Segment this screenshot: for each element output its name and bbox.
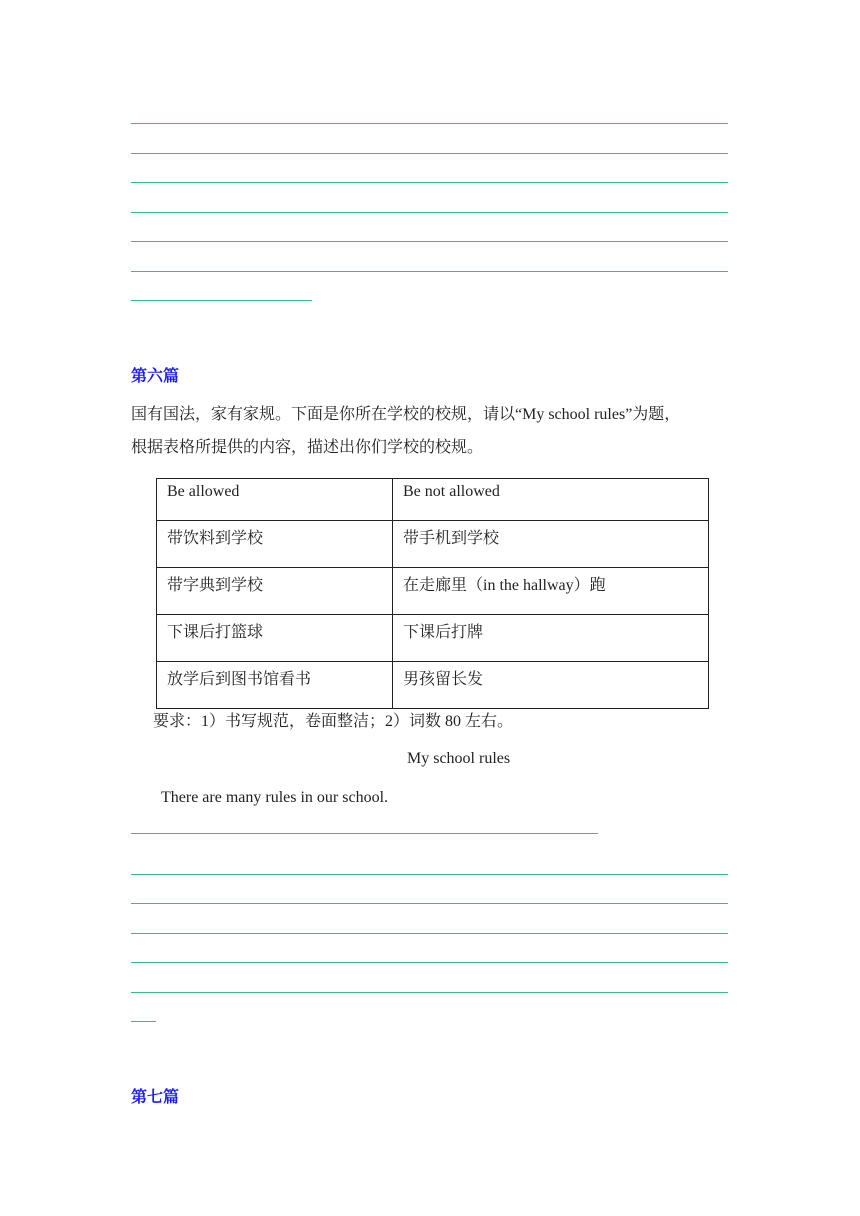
- essay-title: My school rules: [407, 750, 511, 767]
- table-row: [157, 568, 709, 615]
- table-row: [157, 615, 709, 662]
- table-cell: 在走廊里（in the hallway）跑: [393, 568, 709, 615]
- prompt-line: 根据表格所提供的内容，描述出你们学校的校规。: [131, 439, 484, 456]
- answer-line: [131, 933, 728, 934]
- table-cell: 放学后到图书馆看书: [157, 662, 393, 709]
- table-row: [157, 521, 709, 568]
- answer-line: [131, 271, 728, 272]
- table-cell: 下课后打牌: [393, 615, 709, 662]
- answer-line: [131, 241, 728, 242]
- answer-line: [131, 962, 728, 963]
- answer-line: [131, 300, 312, 301]
- answer-line: [131, 123, 728, 124]
- table-header-allowed: Be allowed: [157, 479, 393, 521]
- rules-table: [156, 478, 709, 709]
- answer-line: [131, 1021, 156, 1022]
- answer-line: [131, 833, 598, 834]
- section-heading: 第七篇: [131, 1089, 180, 1106]
- table-header-row: [157, 479, 709, 521]
- table-header-not-allowed: Be not allowed: [393, 479, 709, 521]
- answer-line: [131, 153, 728, 154]
- answer-line: [131, 992, 728, 993]
- essay-start: There are many rules in our school.: [161, 789, 389, 806]
- answer-line: [131, 212, 728, 213]
- table-cell: 带字典到学校: [157, 568, 393, 615]
- section-heading: 第六篇: [131, 368, 180, 385]
- answer-line: [131, 874, 728, 875]
- table-cell: 下课后打篮球: [157, 615, 393, 662]
- table-row: [157, 662, 709, 709]
- table-cell: 男孩留长发: [393, 662, 709, 709]
- answer-line: [131, 182, 728, 183]
- prompt-line: 国有国法，家有家规。下面是你所在学校的校规，请以“My school rules”为题，: [131, 406, 681, 423]
- requirement-text: 要求：1）书写规范，卷面整洁；2）词数 80 左右。: [153, 713, 514, 730]
- table-cell: 带饮料到学校: [157, 521, 393, 568]
- table-cell: 带手机到学校: [393, 521, 709, 568]
- answer-line: [131, 903, 728, 904]
